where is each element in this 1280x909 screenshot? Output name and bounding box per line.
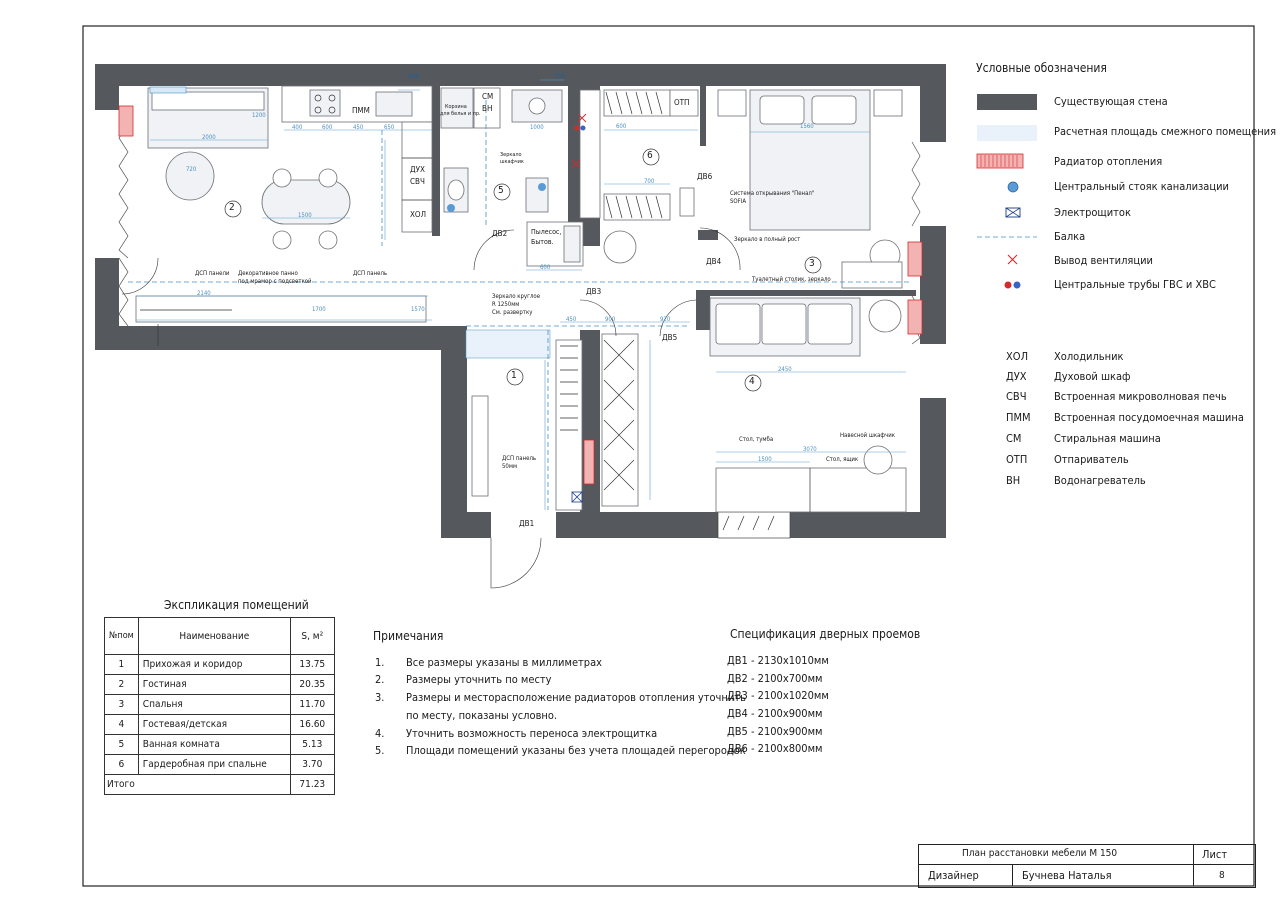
note-deco-panel: Декоративное панно <box>238 270 298 277</box>
note-number: 3. <box>375 691 385 704</box>
total-label: Итого <box>105 775 291 795</box>
note-mirror-see: См. развертку <box>492 309 533 316</box>
dim-2450: 2450 <box>778 366 792 373</box>
room-number-1: 1 <box>511 370 517 381</box>
dim-1500b: 1500 <box>758 456 772 463</box>
abbr-text-svch: Встроенная микроволновая печь <box>1054 390 1227 403</box>
note-number: 2. <box>375 673 385 686</box>
cell-no: 6 <box>105 755 139 775</box>
note-text: Все размеры указаны в миллиметрах <box>406 656 603 669</box>
note-text: по месту, показаны условно. <box>406 709 558 722</box>
door-tag-dv3: ДВ3 <box>586 287 602 296</box>
wardrobe-shelving <box>580 90 698 220</box>
dim-3070: 3070 <box>803 446 817 453</box>
cell-name: Гардеробная при спальне <box>138 755 290 775</box>
dim-1700: 1700 <box>312 306 326 313</box>
dim-600: 600 <box>322 124 333 131</box>
dim-1000: 1000 <box>530 124 544 131</box>
note-mirror-full: Зеркало в полный рост <box>734 236 801 243</box>
dim-2000: 2000 <box>202 134 216 141</box>
door-spec-3: ДВ3 - 2100х1020мм <box>727 689 829 702</box>
cell-area: 16.60 <box>290 715 334 735</box>
note-text: Площади помещений указаны без учета площадей перегородок <box>406 744 746 757</box>
notes-title: Примечания <box>373 629 444 643</box>
legend-icons <box>977 94 1037 289</box>
legend-label-radiator: Радиатор отопления <box>1054 155 1163 168</box>
cell-area: 20.35 <box>290 675 334 695</box>
room-number-6: 6 <box>647 150 653 161</box>
cell-no: 3 <box>105 695 139 715</box>
tag-microwave: СВЧ <box>410 177 425 186</box>
legend-label-adjacent-area: Расчетная площадь смежного помещения <box>1054 125 1277 138</box>
hall-furniture <box>466 330 582 510</box>
abbr-text-hol: Холодильник <box>1054 350 1124 363</box>
cell-no: 5 <box>105 735 139 755</box>
room-number-2: 2 <box>229 202 235 213</box>
total-value: 71.23 <box>290 775 334 795</box>
cell-name: Гостиная <box>138 675 290 695</box>
table-row <box>105 655 335 675</box>
abbr-text-duh: Духовой шкаф <box>1054 370 1131 383</box>
header-no: №пом <box>105 618 139 655</box>
stamp-sheet-number: 8 <box>1219 870 1225 881</box>
cell-area: 3.70 <box>290 755 334 775</box>
dim-700: 700 <box>644 178 655 185</box>
ventilation-outlet-icon <box>1008 255 1017 264</box>
note-sofia-2: SOFIA <box>730 198 747 205</box>
guest-room-furniture <box>602 298 906 512</box>
note-dressing-table: Туалетный столик, зеркало <box>752 276 831 283</box>
abbr-text-vn: Водонагреватель <box>1054 474 1146 487</box>
abbr-code-vn: ВН <box>1006 474 1021 487</box>
cell-name: Спальня <box>138 695 290 715</box>
legend-label-beam: Балка <box>1054 230 1086 243</box>
note-mirror-cab-2: шкафчик <box>500 159 524 165</box>
title-block-vdivider-2 <box>1012 864 1013 886</box>
dim-450b: 450 <box>566 316 577 323</box>
room-number-3: 3 <box>809 258 815 269</box>
stamp-title: План расстановки мебели М 150 <box>962 848 1118 859</box>
door-tag-dv4: ДВ4 <box>706 257 722 266</box>
abbr-code-hol: ХОЛ <box>1006 350 1029 363</box>
door-spec-6: ДВ6 - 2100х800мм <box>727 742 823 755</box>
note-mirror-radius: R 1250мм <box>492 301 520 308</box>
tag-water-heater: ВН <box>482 104 493 113</box>
sewer-riser-icon <box>1008 182 1018 192</box>
note-wall-cabinets: Навесной шкафчик <box>840 432 895 439</box>
note-dsp-50b: 50мм <box>502 463 518 470</box>
door-spec-1: ДВ1 - 2130х1010мм <box>727 654 829 667</box>
legend-title: Условные обозначения <box>976 61 1107 75</box>
cell-no: 2 <box>105 675 139 695</box>
room-number-5: 5 <box>498 185 504 196</box>
radiator-icon <box>977 154 1023 168</box>
abbr-code-svch: СВЧ <box>1006 390 1027 403</box>
tag-fridge: ХОЛ <box>410 210 427 219</box>
note-sofia: Система открывания "Пенал" <box>730 190 815 197</box>
cell-name: Гостевая/детская <box>138 715 290 735</box>
note-text: Уточнить возможность переноса электрощитка <box>406 727 658 740</box>
table-header-row <box>105 618 335 655</box>
note-table-box: Стол, ящик <box>826 456 859 463</box>
water-pipes-icon <box>1005 282 1021 289</box>
legend-label-ventilation: Вывод вентиляции <box>1054 254 1153 267</box>
stamp-sheet-label: Лист <box>1202 848 1228 861</box>
door-spec-4: ДВ4 - 2100х900мм <box>727 707 823 720</box>
dim-600c: 600 <box>616 123 627 130</box>
note-number: 4. <box>375 727 385 740</box>
note-basket-2: для белья и пр. <box>440 111 481 117</box>
dim-920: 920 <box>660 316 671 323</box>
dim-1200: 1200 <box>252 112 266 119</box>
explication-table <box>104 617 335 795</box>
note-number: 1. <box>375 656 385 669</box>
dim-660: 660 <box>408 72 420 80</box>
table-row <box>105 735 335 755</box>
door-tag-dv5: ДВ5 <box>662 333 678 342</box>
cell-area: 5.13 <box>290 735 334 755</box>
cell-name: Ванная комната <box>138 735 290 755</box>
note-dsp-panels: ДСП панели <box>195 270 230 277</box>
legend-label-sewer-riser: Центральный стояк канализации <box>1054 180 1229 193</box>
note-vacuum: Пылесос, <box>531 228 562 236</box>
table-row <box>105 675 335 695</box>
abbr-code-pmm: ПММ <box>1006 411 1031 424</box>
explication-title: Экспликация помещений <box>164 598 309 612</box>
stamp-designer-name: Бучнева Наталья <box>1022 869 1112 882</box>
cell-area: 13.75 <box>290 655 334 675</box>
door-tag-dv2: ДВ2 <box>492 229 508 238</box>
stamp-designer-label: Дизайнер <box>928 869 979 882</box>
cell-no: 1 <box>105 655 139 675</box>
abbr-text-sm: Стиральная машина <box>1054 432 1161 445</box>
note-basket: Корзина <box>445 104 467 110</box>
cell-name: Прихожая и коридор <box>138 655 290 675</box>
abbr-code-sm: СМ <box>1006 432 1022 445</box>
table-total-row <box>105 775 335 795</box>
tag-pmm: ПММ <box>352 106 370 115</box>
door-tag-dv1: ДВ1 <box>519 519 535 528</box>
door-spec-5: ДВ5 - 2100х900мм <box>727 725 823 738</box>
adjacent-area-icon <box>977 125 1037 141</box>
note-vacuum-2: Бытов. <box>531 238 554 246</box>
doors-title: Спецификация дверных проемов <box>730 627 921 641</box>
title-block-divider <box>918 864 1254 865</box>
table-row <box>105 695 335 715</box>
note-dsp-50: ДСП панель <box>502 455 537 462</box>
tag-washer: СМ <box>482 92 494 101</box>
note-text: Размеры и месторасположение радиаторов отопления уточнить <box>406 691 746 704</box>
dim-600b: 600 <box>540 264 551 271</box>
dim-400: 400 <box>292 124 303 131</box>
table-row <box>105 755 335 775</box>
note-deco-panel-2: под мрамор с подсветкой <box>238 278 312 285</box>
title-block-vdivider <box>1193 844 1194 886</box>
legend-label-existing-wall: Существующая стена <box>1054 95 1168 108</box>
dim-1570: 1570 <box>411 306 425 313</box>
abbr-text-pmm: Встроенная посудомоечная машина <box>1054 411 1244 424</box>
legend-label-electrical-panel: Электрощиток <box>1054 206 1131 219</box>
dim-1500: 1500 <box>298 212 312 219</box>
dim-650: 650 <box>384 124 395 131</box>
dim-720: 720 <box>186 166 197 173</box>
table-row <box>105 715 335 735</box>
note-mirror-round: Зеркало круглое <box>492 293 541 300</box>
room-number-4: 4 <box>749 376 755 387</box>
note-number: 5. <box>375 744 385 757</box>
dim-750: 750 <box>554 72 566 80</box>
cell-no: 4 <box>105 715 139 735</box>
living-room-furniture <box>136 86 432 322</box>
cell-area: 11.70 <box>290 695 334 715</box>
legend-label-water-pipes: Центральные трубы ГВС и ХВС <box>1054 278 1216 291</box>
bedroom-furniture <box>604 90 902 288</box>
note-table-tumba: Стол, тумба <box>739 436 774 443</box>
tag-steamer: ОТП <box>674 98 690 107</box>
dim-1560: 1560 <box>800 123 814 130</box>
dim-900: 900 <box>605 316 616 323</box>
note-text: Размеры уточнить по месту <box>406 673 552 686</box>
dim-2140: 2140 <box>197 290 211 297</box>
note-mirror-cab: Зеркало <box>500 152 522 158</box>
abbr-text-otp: Отпариватель <box>1054 453 1129 466</box>
header-name: Наименование <box>138 618 290 655</box>
header-area: S, м² <box>290 618 334 655</box>
abbr-code-duh: ДУХ <box>1006 370 1027 383</box>
door-tag-dv6: ДВ6 <box>697 172 713 181</box>
door-spec-2: ДВ2 - 2100х700мм <box>727 672 823 685</box>
note-dsp-panel: ДСП панель <box>353 270 388 277</box>
existing-wall-icon <box>977 94 1037 110</box>
abbr-code-otp: ОТП <box>1006 453 1028 466</box>
dim-450: 450 <box>353 124 364 131</box>
tag-oven: ДУХ <box>410 165 425 174</box>
